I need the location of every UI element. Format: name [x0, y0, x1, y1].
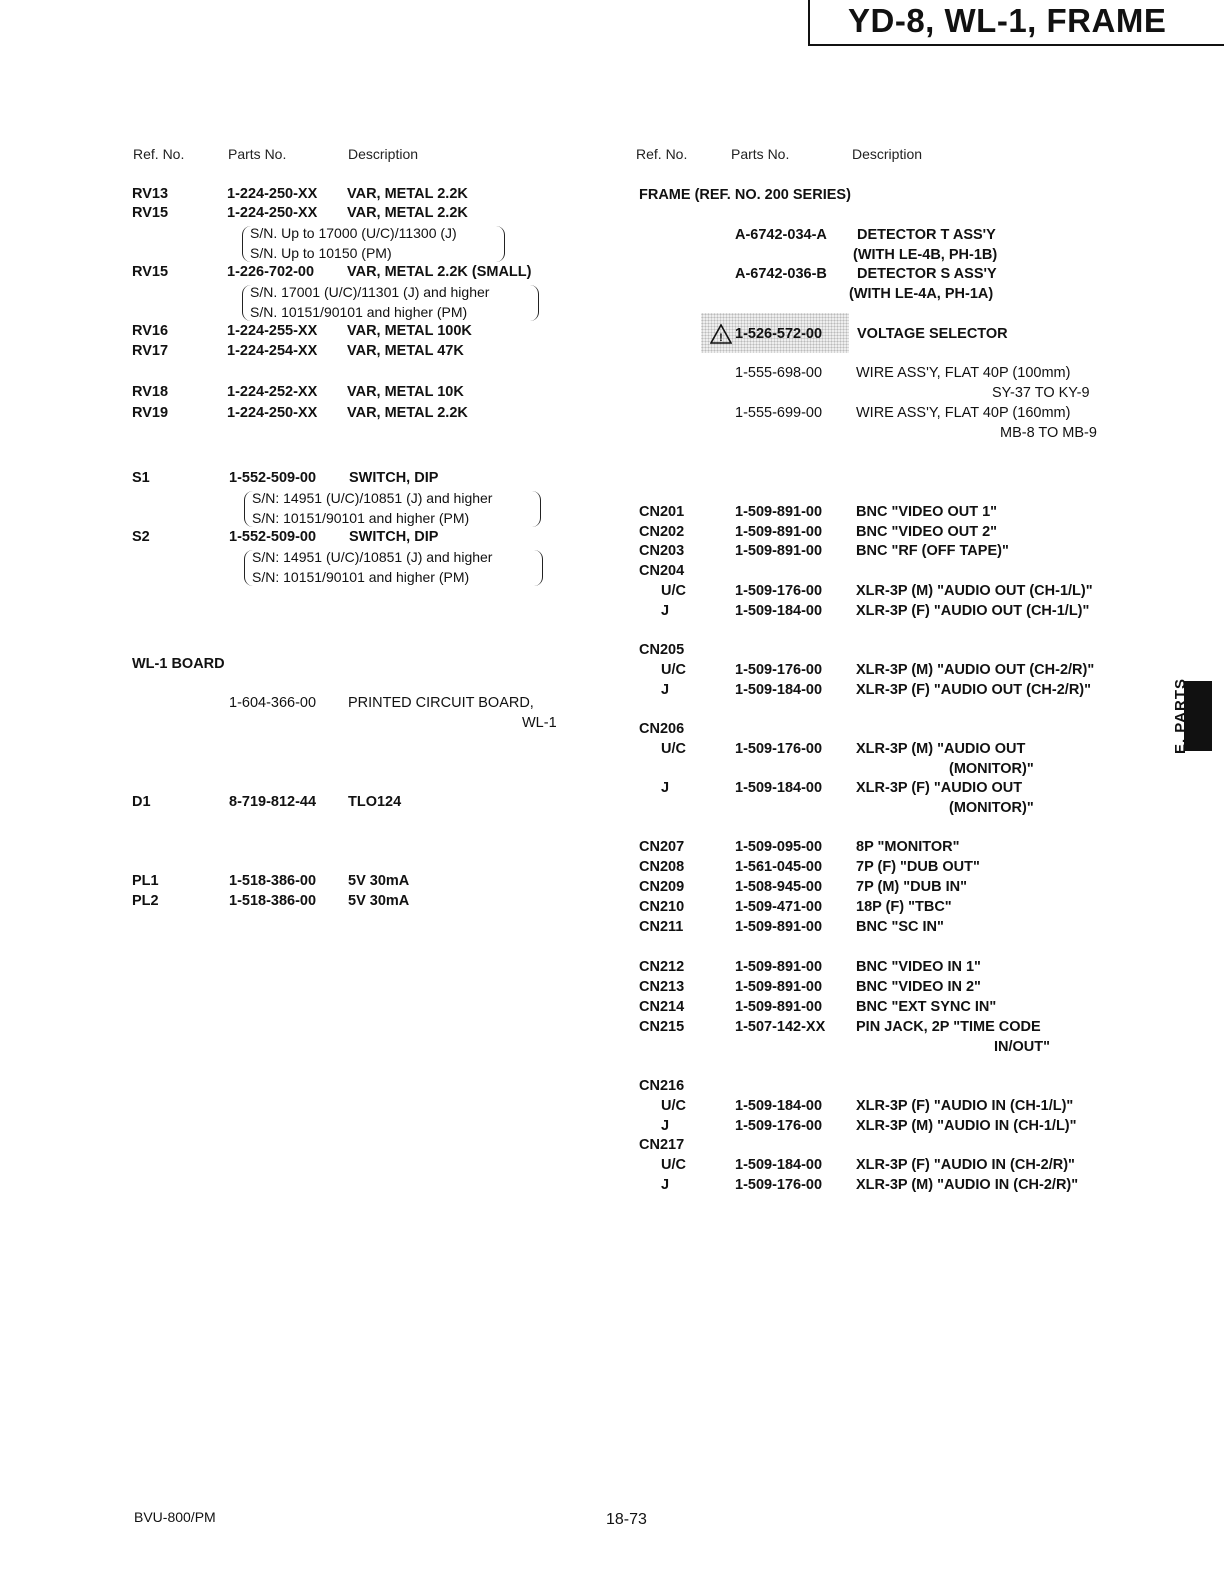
- serial-note: S/N: 10151/90101 and higher (PM): [252, 569, 470, 585]
- description: VAR, METAL 2.2K (SMALL): [347, 264, 532, 280]
- ref-no: RV16: [132, 323, 169, 339]
- description: BNC "EXT SYNC IN": [856, 999, 997, 1015]
- section-heading: WL-1 BOARD: [132, 656, 225, 672]
- variant: U/C: [661, 1098, 686, 1114]
- part-no: 1-509-891-00: [735, 959, 823, 975]
- bracket-right: [530, 285, 539, 321]
- ref-no: S2: [132, 529, 150, 545]
- part-no: 1-224-255-XX: [227, 323, 318, 339]
- description: VAR, METAL 10K: [347, 384, 464, 400]
- ref-no: CN209: [639, 879, 685, 895]
- part-no: 1-226-702-00: [227, 264, 315, 280]
- ref-no: S1: [132, 470, 150, 486]
- part-no: 1-561-045-00: [735, 859, 823, 875]
- description: BNC "SC IN": [856, 919, 944, 935]
- left-header-desc: Description: [348, 146, 419, 162]
- svg-text:!: !: [719, 332, 723, 344]
- ref-no: CN212: [639, 959, 685, 975]
- variant: J: [661, 603, 670, 619]
- ref-no: CN201: [639, 504, 685, 520]
- part-no: 1-509-891-00: [735, 504, 823, 520]
- description: VAR, METAL 2.2K: [347, 186, 468, 202]
- left-header-ref: Ref. No.: [133, 146, 185, 162]
- section-tab-label: E. PARTS: [1172, 677, 1189, 755]
- description: VAR, METAL 100K: [347, 323, 472, 339]
- part-no: 1-509-891-00: [735, 979, 823, 995]
- ref-no: CN214: [639, 999, 685, 1015]
- description: PRINTED CIRCUIT BOARD,: [348, 695, 534, 711]
- left-header-part: Parts No.: [228, 146, 287, 162]
- ref-no: RV19: [132, 405, 169, 421]
- footer-model: BVU-800/PM: [134, 1509, 216, 1525]
- variant: J: [661, 1118, 670, 1134]
- part-no: 1-509-176-00: [735, 1177, 823, 1193]
- description: 18P (F) "TBC": [856, 899, 952, 915]
- description: VOLTAGE SELECTOR: [857, 326, 1008, 342]
- part-no: 1-518-386-00: [229, 893, 317, 909]
- description: SWITCH, DIP: [349, 529, 439, 545]
- part-no: 1-509-176-00: [735, 1118, 823, 1134]
- serial-note: S/N. 17001 (U/C)/11301 (J) and higher: [250, 284, 490, 300]
- variant: U/C: [661, 741, 686, 757]
- description-cont: WL-1: [522, 715, 557, 731]
- ref-no: PL1: [132, 873, 159, 889]
- part-no: 1-555-698-00: [735, 365, 823, 381]
- part-no: 1-518-386-00: [229, 873, 317, 889]
- ref-no: CN210: [639, 899, 685, 915]
- ref-no: RV17: [132, 343, 169, 359]
- description: TLO124: [348, 794, 402, 810]
- page-number: 18-73: [606, 1511, 647, 1528]
- part-no: 1-509-176-00: [735, 662, 823, 678]
- description: WIRE ASS'Y, FLAT 40P (160mm): [856, 405, 1071, 421]
- description: XLR-3P (F) "AUDIO IN (CH-1/L)": [856, 1098, 1074, 1114]
- part-no: A-6742-036-B: [735, 266, 827, 282]
- variant: J: [661, 780, 670, 796]
- part-no: 1-509-176-00: [735, 583, 823, 599]
- part-no: 1-509-184-00: [735, 1098, 823, 1114]
- ref-no: CN207: [639, 839, 685, 855]
- variant: J: [661, 682, 670, 698]
- description-cont: (WITH LE-4A, PH-1A): [849, 286, 994, 302]
- ref-no: RV15: [132, 205, 169, 221]
- description-cont: (WITH LE-4B, PH-1B): [853, 247, 998, 263]
- description: SWITCH, DIP: [349, 470, 439, 486]
- part-no: 1-509-891-00: [735, 524, 823, 540]
- part-no: 1-509-471-00: [735, 899, 823, 915]
- part-no: 1-552-509-00: [229, 529, 317, 545]
- serial-note: S/N. 10151/90101 and higher (PM): [250, 304, 468, 320]
- ref-group: CN205: [639, 642, 685, 658]
- description: 8P "MONITOR": [856, 839, 960, 855]
- description-cont: IN/OUT": [994, 1039, 1051, 1055]
- page-title: YD-8, WL-1, FRAME: [848, 2, 1167, 39]
- ref-no: CN202: [639, 524, 685, 540]
- description: 7P (F) "DUB OUT": [856, 859, 980, 875]
- description: BNC "VIDEO OUT 2": [856, 524, 998, 540]
- description: XLR-3P (F) "AUDIO OUT (CH-1/L)": [856, 603, 1090, 619]
- variant: U/C: [661, 1157, 686, 1173]
- part-no: 1-224-252-XX: [227, 384, 318, 400]
- serial-note: S/N: 10151/90101 and higher (PM): [252, 510, 470, 526]
- part-no: 1-224-250-XX: [227, 205, 318, 221]
- part-no: 8-719-812-44: [229, 794, 317, 810]
- part-no: 1-509-891-00: [735, 543, 823, 559]
- ref-no: CN203: [639, 543, 685, 559]
- part-no: 1-509-184-00: [735, 780, 823, 796]
- description-cont: (MONITOR)": [949, 761, 1034, 777]
- ref-group: CN217: [639, 1137, 685, 1153]
- part-no: 1-509-184-00: [735, 682, 823, 698]
- right-header-part: Parts No.: [731, 146, 790, 162]
- description: XLR-3P (M) "AUDIO OUT (CH-1/L)": [856, 583, 1093, 599]
- ref-no: CN208: [639, 859, 685, 875]
- ref-no: PL2: [132, 893, 159, 909]
- description: XLR-3P (M) "AUDIO OUT: [856, 741, 1026, 757]
- description: BNC "VIDEO OUT 1": [856, 504, 998, 520]
- part-no: 1-555-699-00: [735, 405, 823, 421]
- right-header-ref: Ref. No.: [636, 146, 688, 162]
- description: XLR-3P (F) "AUDIO OUT: [856, 780, 1023, 796]
- part-no: 1-509-891-00: [735, 999, 823, 1015]
- ref-no: RV18: [132, 384, 169, 400]
- description: VAR, METAL 2.2K: [347, 205, 468, 221]
- description: XLR-3P (F) "AUDIO OUT (CH-2/R)": [856, 682, 1092, 698]
- bracket-right: [532, 491, 541, 527]
- ref-group: CN204: [639, 563, 685, 579]
- variant: U/C: [661, 662, 686, 678]
- description-cont: MB-8 TO MB-9: [1000, 425, 1097, 441]
- ref-group: CN206: [639, 721, 685, 737]
- description: XLR-3P (M) "AUDIO OUT (CH-2/R)": [856, 662, 1095, 678]
- part-no: A-6742-034-A: [735, 227, 827, 243]
- part-no: 1-509-184-00: [735, 1157, 823, 1173]
- description: XLR-3P (M) "AUDIO IN (CH-2/R)": [856, 1177, 1079, 1193]
- section-heading: FRAME (REF. NO. 200 SERIES): [639, 187, 851, 203]
- description-cont: (MONITOR)": [949, 800, 1034, 816]
- description: VAR, METAL 2.2K: [347, 405, 468, 421]
- description: 5V 30mA: [348, 893, 410, 909]
- description: WIRE ASS'Y, FLAT 40P (100mm): [856, 365, 1071, 381]
- description: VAR, METAL 47K: [347, 343, 464, 359]
- serial-note: S/N: 14951 (U/C)/10851 (J) and higher: [252, 490, 493, 506]
- description: DETECTOR T ASS'Y: [857, 227, 996, 243]
- part-no: 1-509-176-00: [735, 741, 823, 757]
- description: DETECTOR S ASS'Y: [857, 266, 997, 282]
- description: XLR-3P (F) "AUDIO IN (CH-2/R)": [856, 1157, 1075, 1173]
- ref-no: CN211: [639, 919, 684, 935]
- part-no: 1-507-142-XX: [735, 1019, 826, 1035]
- part-no: 1-224-250-XX: [227, 405, 318, 421]
- part-no: 1-508-945-00: [735, 879, 823, 895]
- serial-note: S/N: 14951 (U/C)/10851 (J) and higher: [252, 549, 493, 565]
- ref-no: RV13: [132, 186, 169, 202]
- ref-no: CN213: [639, 979, 685, 995]
- part-no: 1-552-509-00: [229, 470, 317, 486]
- variant: U/C: [661, 583, 686, 599]
- ref-no: RV15: [132, 264, 169, 280]
- ref-no: CN215: [639, 1019, 685, 1035]
- description: 7P (M) "DUB IN": [856, 879, 967, 895]
- bracket-right: [496, 226, 505, 262]
- description: BNC "RF (OFF TAPE)": [856, 543, 1009, 559]
- part-no: 1-224-254-XX: [227, 343, 318, 359]
- warning-triangle-icon: [710, 324, 732, 344]
- part-no: 1-526-572-00: [735, 326, 823, 342]
- ref-no: D1: [132, 794, 151, 810]
- variant: J: [661, 1177, 670, 1193]
- description: BNC "VIDEO IN 2": [856, 979, 981, 995]
- part-no: 1-509-095-00: [735, 839, 823, 855]
- serial-note: S/N. Up to 17000 (U/C)/11300 (J): [250, 225, 457, 241]
- part-no: 1-604-366-00: [229, 695, 317, 711]
- right-header-desc: Description: [852, 146, 923, 162]
- serial-note: S/N. Up to 10150 (PM): [250, 245, 392, 261]
- description: XLR-3P (M) "AUDIO IN (CH-1/L)": [856, 1118, 1077, 1134]
- part-no: 1-224-250-XX: [227, 186, 318, 202]
- part-no: 1-509-891-00: [735, 919, 823, 935]
- bracket-right: [534, 550, 543, 586]
- ref-group: CN216: [639, 1078, 685, 1094]
- description: BNC "VIDEO IN 1": [856, 959, 981, 975]
- description: 5V 30mA: [348, 873, 410, 889]
- part-no: 1-509-184-00: [735, 603, 823, 619]
- description-cont: SY-37 TO KY-9: [992, 385, 1090, 401]
- description: PIN JACK, 2P "TIME CODE: [856, 1019, 1041, 1035]
